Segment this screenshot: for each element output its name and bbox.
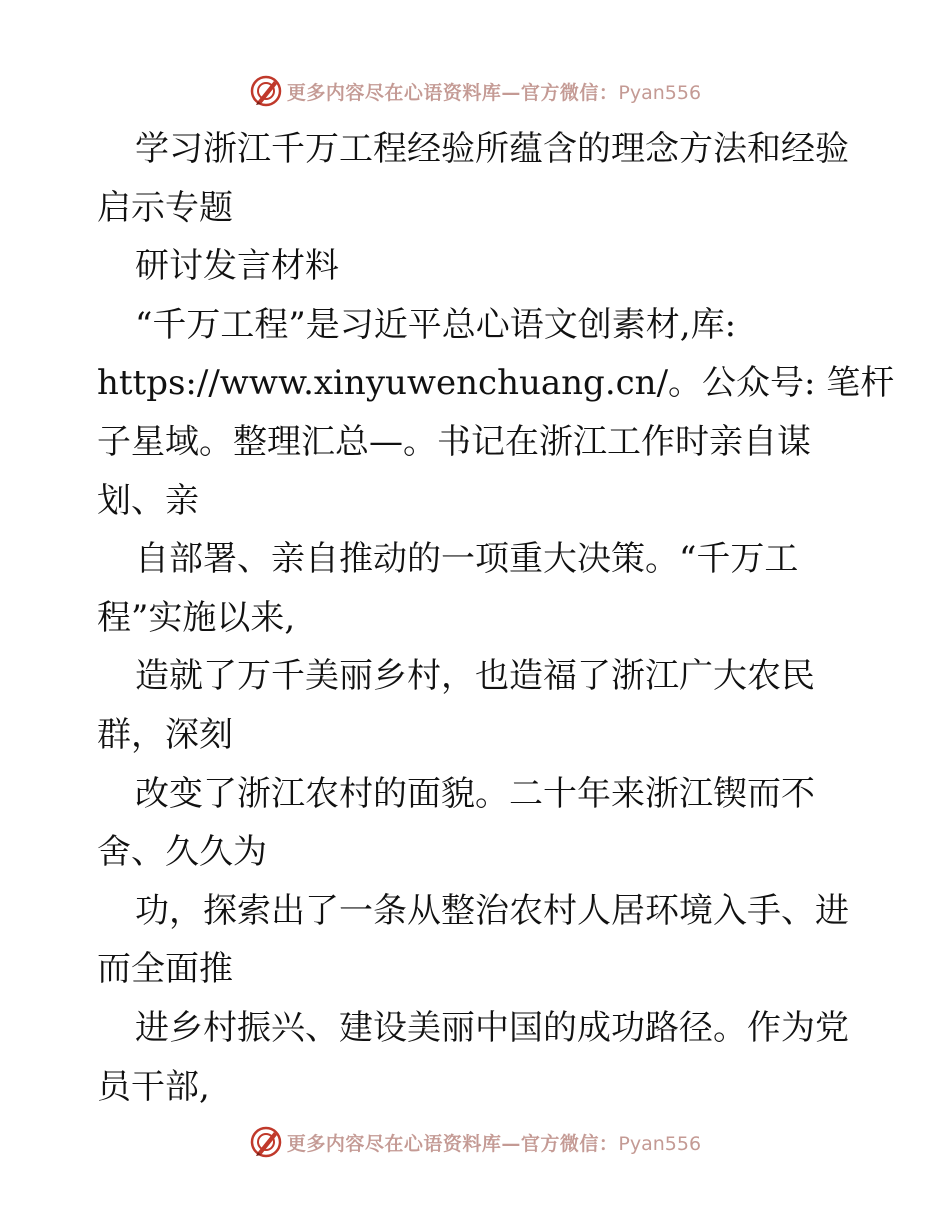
text-line: 启示专题 bbox=[97, 187, 233, 228]
text-line: 程”实施以来, bbox=[97, 597, 296, 638]
header-watermark bbox=[0, 71, 950, 111]
text-line: 群，深刻 bbox=[97, 714, 233, 755]
text-line: 自部署、亲自推动的一项重大决策。“千万工 bbox=[135, 539, 799, 580]
text-line: 员干部, bbox=[97, 1066, 210, 1107]
text-line: 进乡村振兴、建设美丽中国的成功路径。作为党 bbox=[135, 1007, 849, 1048]
text-line: 划、亲 bbox=[97, 480, 199, 521]
text-line: 子星域。整理汇总—。书记在浙江工作时亲自谋 bbox=[97, 421, 811, 462]
text-line: 功，探索出了一条从整治农村人居环境入手、进 bbox=[135, 890, 849, 931]
footer-watermark bbox=[0, 1122, 950, 1162]
header-watermark-text: 更多内容尽在心语资料库—官方微信：Pyan556 bbox=[286, 81, 702, 104]
footer-watermark-text: 更多内容尽在心语资料库—官方微信：Pyan556 bbox=[286, 1132, 702, 1155]
text-line: https://www.xinyuwenchuang.cn/。公众号: 笔杆 bbox=[97, 363, 895, 404]
text-line: 舍、久久为 bbox=[97, 832, 267, 873]
text-line: 学习浙江千万工程经验所蕴含的理念方法和经验 bbox=[135, 129, 849, 169]
text-line: 改变了浙江农村的面貌。二十年来浙江锲而不 bbox=[135, 773, 815, 814]
text-line: 研讨发言材料 bbox=[135, 246, 339, 287]
text-line: 而全面推 bbox=[97, 949, 233, 990]
text-line: “千万工程”是习近平总心语文创素材,库: bbox=[135, 304, 737, 345]
document-body bbox=[97, 120, 895, 1116]
text-line: 造就了万千美丽乡村，也造福了浙江广大农民 bbox=[135, 656, 815, 697]
logo-pen-icon bbox=[249, 74, 283, 108]
logo-pen-icon bbox=[249, 1125, 283, 1159]
